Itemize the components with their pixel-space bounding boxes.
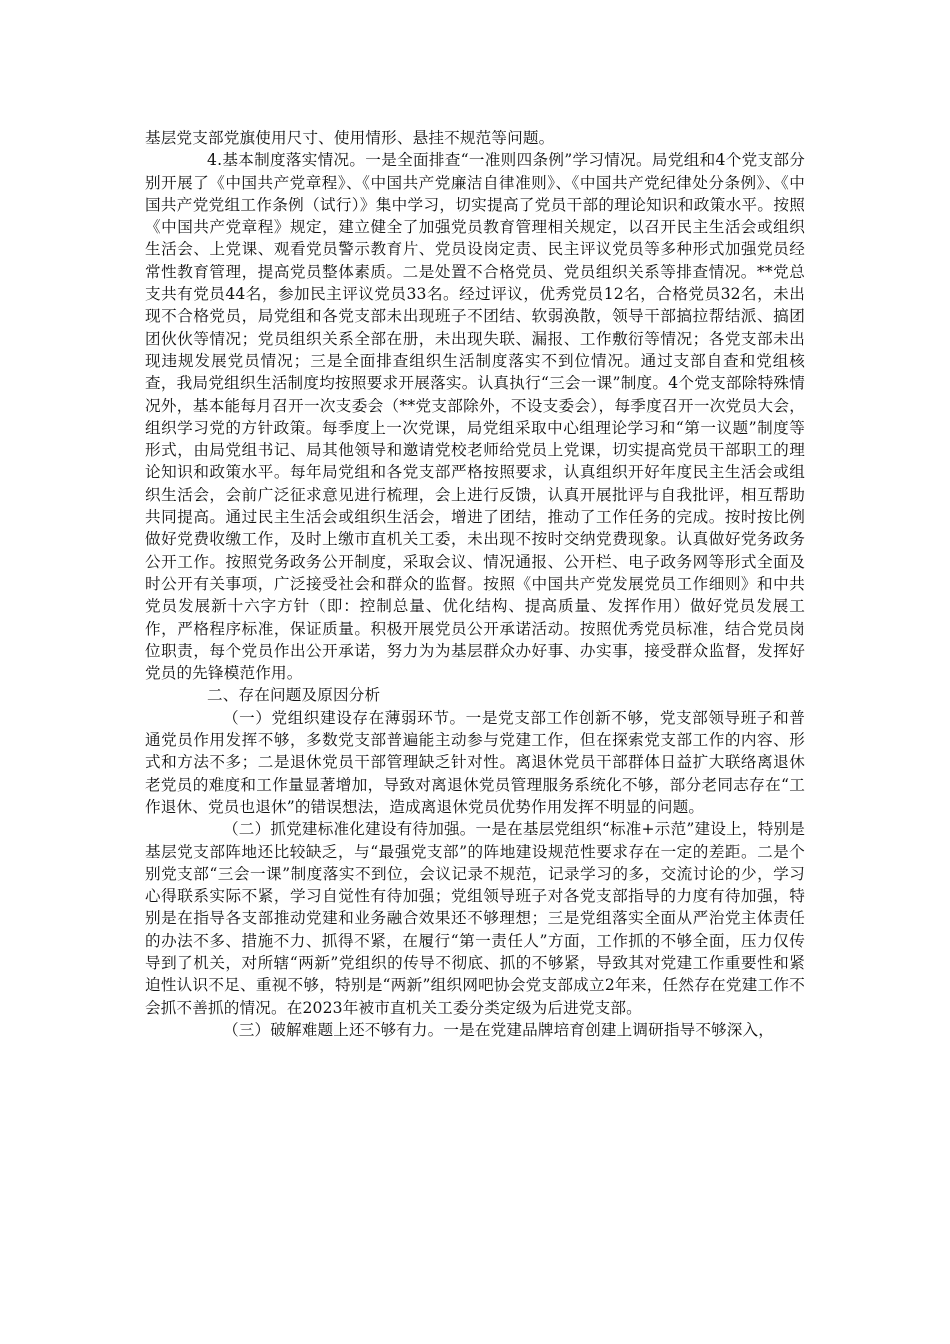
document-page: [145, 127, 805, 1041]
paragraph-problem-2: （二）抓党建标准化建设有待加强。一是在基层党组织“标准+示范”建设上，特别是基层党支部阵地还比较缺乏，与“最强党支部”的阵地建设规范性要求存在一定的差距。二是个别党支部“三会一课”制度落实不到位，会议记录不规范，记录学习的多，交流讨论的少，学习心得联系实际不紧，学习自觉性有待加强；党组领导班子对各党支部指导的力度有待加强，特别是在指导各支部推动党建和业务融合效果还不够理想；三是党组落实全面从严治党主体责任的办法不多、措施不力、抓得不紧，在履行“第一责任人”方面，工作抓的不够全面，压力仅传导到了机关，对所辖“两新”党组织的传导不彻底、抓的不够紧，导致其对党建工作重要性和紧迫性认识不足、重视不够，特别是“两新”组织网吧协会党支部成立2年来，任然存在党建工作不会抓不善抓的情况。在2023年被市直机关工委分类定级为后进党支部。: [145, 820, 805, 1017]
paragraph-basic-system-implementation: 4.基本制度落实情况。一是全面排查“一准则四条例”学习情况。局党组和4个党支部分别开展了《中国共产党章程》、《中国共产党廉洁自律准则》、《中国共产党纪律处分条例》、《中国共产党党组工作条例（试行）》集中学习，切实提高了党员干部的理论知识和政策水平。按照《中国共产党章程》规定，建立健全了加强党员教育管理相关规定，以召开民主生活会或组织生活会、上党课、观看党员警示教育片、党员设岗定责、民主评议党员等多种形式加强党员经常性教育管理，提高党员整体素质。二是处置不合格党员、党员组织关系等排查情况。**党总支共有党员44名，参加民主评议党员33名。经过评议，优秀党员12名，合格党员32名，未出现不合格党员，局党组和各党支部未出现班子不团结、软弱涣散，领导干部搞拉帮结派、搞团团伙伙等情况；党员组织关系全部在册，未出现失联、漏报、工作敷衍等情况；各党支部未出现违规发展党员情况；三是全面排查组织生活制度落实不到位情况。通过支部自查和党组核查，我局党组织生活制度均按照要求开展落实。认真执行“三会一课”制度。4个党支部除特殊情况外，基本能每月召开一次支委会（**党支部除外，不设支委会），每季度召开一次党员大会，组织学习党的方针政策。每季度上一次党课，局党组采取中心组理论学习和“第一议题”制度等形式，由局党组书记、局其他领导和邀请党校老师给党员上党课，切实提高党员干部职工的理论知识和政策水平。每年局党组和各党支部严格按照要求，认真组织开好年度民主生活会或组织生活会，会前广泛征求意见进行梳理，会上进行反馈，认真开展批评与自我批评，相互帮助共同提高。通过民主生活会或组织生活会，增进了团结，推动了工作任务的完成。按时按比例做好党费收缴工作，及时上缴市直机关工委，未出现不按时交纳党费现象。认真做好党务政务公开工作。按照党务政务公开制度，采取会议、情况通报、公开栏、电子政务网等形式全面及时公开有关事项，广泛接受社会和群众的监督。按照《中国共产党发展党员工作细则》和中共党员发展新十六字方针（即：控制总量、优化结构、提高质量、发挥作用）做好党员发展工作，严格程序标准，保证质量。积极开展党员公开承诺活动。按照优秀党员标准，结合党员岗位职责，每个党员作出公开承诺，努力为为基层群众办好事、办实事，接受群众监督，发挥好党员的先锋模范作用。: [145, 151, 805, 683]
paragraph-problem-1: （一）党组织建设存在薄弱环节。一是党支部工作创新不够，党支部领导班子和普通党员作用发挥不够，多数党支部普遍能主动参与党建工作，但在探索党支部工作的内容、形式和方法不多；二是退休党员干部管理缺乏针对性。离退休党员干部群体日益扩大联络离退休老党员的难度和工作量显著增加，导致对离退休党员管理服务系统化不够，部分老同志存在“工作退休、党员也退休”的错误想法，造成离退休党员优势作用发挥不明显的问题。: [145, 708, 805, 816]
paragraph-problem-3: （三）破解难题上还不够有力。一是在党建品牌培育创建上调研指导不够深入，: [223, 1020, 775, 1039]
section-heading-problems: 二、存在问题及原因分析: [207, 686, 381, 705]
paragraph-continuation: 基层党支部党旗使用尺寸、使用情形、悬挂不规范等问题。: [145, 129, 555, 147]
